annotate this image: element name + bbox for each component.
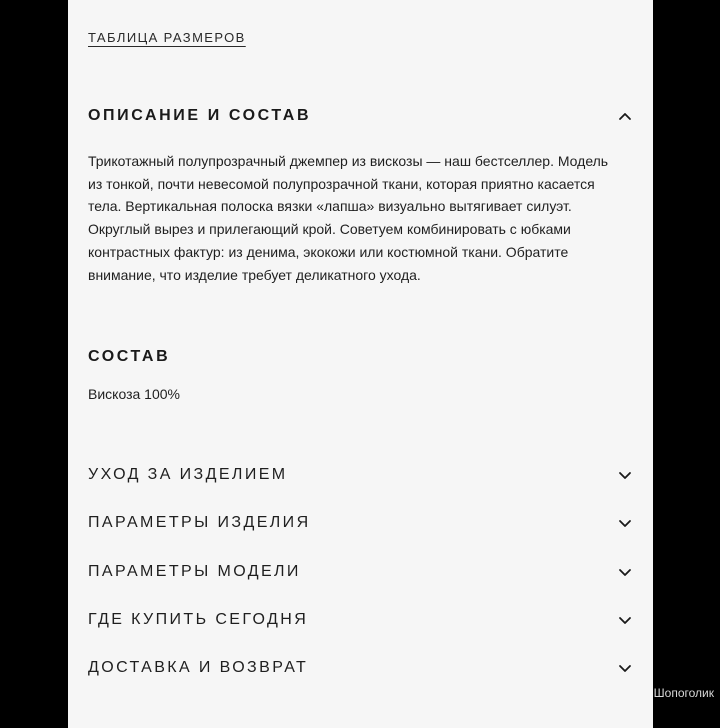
accordion-where-to-buy[interactable] bbox=[88, 607, 635, 633]
accordion-product-params-title: ПАРАМЕТРЫ ИЗДЕЛИЯ bbox=[88, 514, 311, 531]
chevron-up-icon bbox=[615, 106, 635, 126]
chevron-down-icon bbox=[615, 658, 635, 678]
accordion-where-to-buy-title: ГДЕ КУПИТЬ СЕГОДНЯ bbox=[88, 611, 309, 628]
accordion-model-params-title: ПАРАМЕТРЫ МОДЕЛИ bbox=[88, 563, 301, 580]
composition-value: Вискоза 100% bbox=[88, 386, 180, 402]
accordion-product-params[interactable] bbox=[88, 510, 635, 536]
size-table-link[interactable]: ТАБЛИЦА РАЗМЕРОВ bbox=[88, 30, 246, 45]
description-section-title: ОПИСАНИЕ И СОСТАВ bbox=[88, 107, 312, 124]
chevron-down-icon bbox=[615, 465, 635, 485]
accordion-delivery-returns-title: ДОСТАВКА И ВОЗВРАТ bbox=[88, 659, 309, 676]
description-text: Трикотажный полупрозрачный джемпер из вискозы — наш бестселлер. Модель из тонкой, почти невесомой полупрозрачной ткани, которая приятно касается тела. Вертикальная полоска вязки «лапша» визуально вытягивает силуэт. Округлый вырез и прилегающий крой. Советуем комбинировать с юбками контрастных фактур: из денима, экокожи или костюмной ткани. Обратите внимание, что изделие требует деликатного ухода. bbox=[88, 153, 609, 283]
watermark-text: Шопоголик bbox=[653, 686, 714, 700]
chevron-down-icon bbox=[615, 513, 635, 533]
composition-title: СОСТАВ bbox=[88, 348, 171, 365]
accordion-care[interactable] bbox=[88, 462, 635, 488]
chevron-down-icon bbox=[615, 610, 635, 630]
product-details-panel bbox=[68, 0, 653, 728]
description-section-header[interactable] bbox=[88, 103, 635, 129]
chevron-down-icon bbox=[615, 562, 635, 582]
accordion-delivery-returns[interactable] bbox=[88, 655, 635, 681]
accordion-model-params[interactable] bbox=[88, 559, 635, 585]
accordion-care-title: УХОД ЗА ИЗДЕЛИЕМ bbox=[88, 466, 288, 483]
